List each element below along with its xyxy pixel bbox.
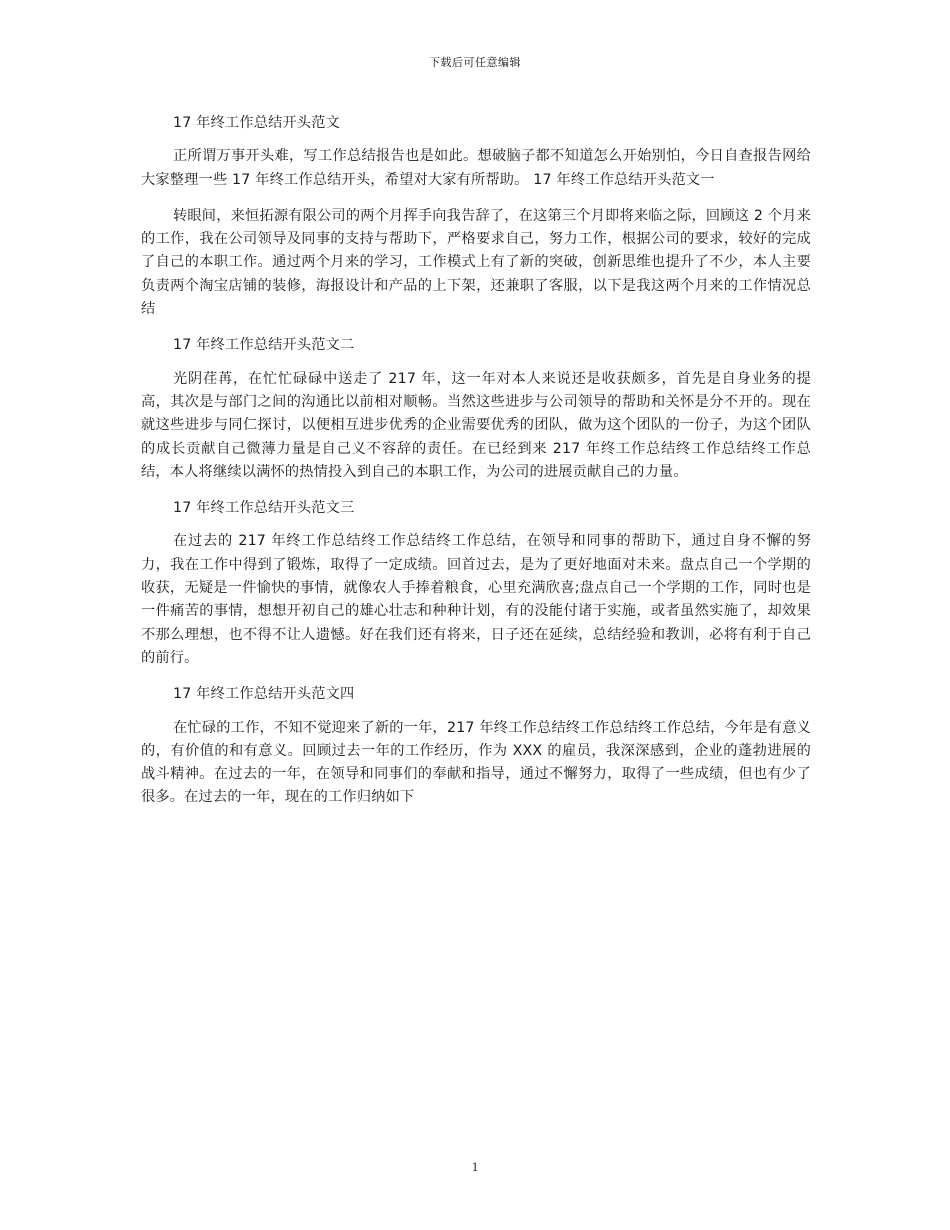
document-body (141, 112, 811, 823)
page-number: 1 (471, 1159, 479, 1174)
document-title: 17 年终工作总结开头范文 (173, 115, 341, 131)
intro-paragraph: 正所谓万事开头难，写工作总结报告也是如此。想破脑子都不知道怎么开始别怕，今日自查报告网给大家整理一些 17 年终工作总结开头，希望对大家有所帮助。 17 年终工作总结开头范文一 (141, 148, 811, 188)
section-3-heading: 17 年终工作总结开头范文三 (173, 500, 355, 517)
section-4-heading: 17 年终工作总结开头范文四 (173, 686, 355, 703)
section-4-paragraph: 在忙碌的工作，不知不觉迎来了新的一年，217 年终工作总结终工作总结终工作总结，今年是有意义的，有价值的和有意义。回顾过去一年的工作经历，作为 XXX 的雇员，我深深感到，企业的蓬勃进展的战斗精神。在过去的一年，在领导和同事们的奉献和指导，通过不懈努力，取得了一些成绩，但也有少了很多。在过去的一年，现在的工作归纳如下 (141, 719, 811, 806)
page-header: 下载后可任意编辑 (429, 56, 521, 69)
section-1-paragraph: 转眼间，来恒拓源有限公司的两个月挥手向我告辞了，在这第三个月即将来临之际，回顾这 2 个月来的工作，我在公司领导及同事的支持与帮助下，严格要求自己，努力工作，根据公司的要求，较好的完成了自己的本职工作。通过两个月来的学习，工作模式上有了新的突破，创新思维也提升了不少，本人主要负责两个淘宝店铺的装修，海报设计和产品的上下架，还兼职了客服，以下是我这两个月来的工作情况总结 (141, 207, 811, 318)
section-2-paragraph: 光阴荏苒，在忙忙碌碌中送走了 217 年，这一年对本人来说还是收获颇多，首先是自身业务的提高，其次是与部门之间的沟通比以前相对顺畅。当然这些进步与公司领导的帮助和关怀是分不开的。现在就这些进步与同仁探讨，以便相互进步优秀的企业需要优秀的团队，做为这个团队的一份子，为这个团队的成长贡献自己微薄力量是自己义不容辞的责任。在已经到来 217 年终工作总结终工作总结终工作总结，本人将继续以满怀的热情投入到自己的本职工作，为公司的进展贡献自己的力量。 (141, 370, 811, 480)
section-2-heading: 17 年终工作总结开头范文二 (173, 337, 355, 354)
section-3-paragraph: 在过去的 217 年终工作总结终工作总结终工作总结，在领导和同事的帮助下，通过自身不懈的努力，我在工作中得到了锻炼，取得了一定成绩。回首过去，是为了更好地面对未来。盘点自己一个学期的收获，无疑是一件愉快的事情，就像农人手捧着粮食，心里充满欣喜;盘点自己一个学期的工作，同时也是一件痛苦的事情，想想开初自己的雄心壮志和种种计划，有的没能付诸于实施，或者虽然实施了，却效果不那么理想，也不得不让人遗憾。好在我们还有将来，日子还在延续，总结经验和教训，必将有利于自己的前行。 (141, 533, 811, 666)
